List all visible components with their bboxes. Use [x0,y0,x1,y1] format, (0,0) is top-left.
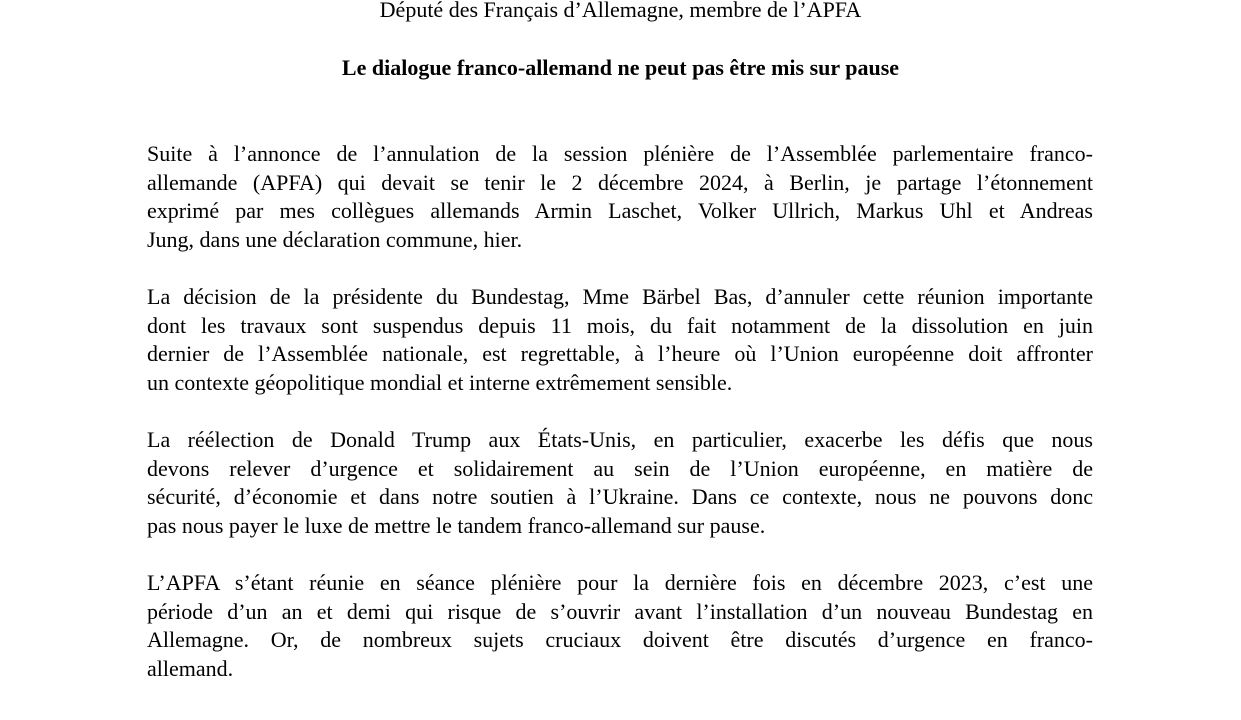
headline: Le dialogue franco-allemand ne peut pas être mis sur pause [341,55,900,80]
paragraph-line: L’APFA s’étant réunie en séance plénière pour la dernière fois en décembre 2023, c’est une [147,570,1093,595]
paragraph-line: dont les travaux sont suspendus depuis 11 mois, du fait notamment de la dissolution en juin [147,312,1093,338]
paragraph-line: Jung, dans une déclaration commune, hier. [147,226,523,252]
paragraph-1 [147,140,1093,254]
paragraph-2 [147,283,1093,397]
paragraph-line: La réélection de Donald Trump aux États-Unis, en particulier, exacerbe les défis que nous [147,427,1093,452]
paragraph-line: devons relever d’urgence et solidairement au sein de l’Union européenne, en matière de [147,455,1093,481]
paragraph-line: dernier de l’Assemblée nationale, est regrettable, à l’heure où l’Union européenne doit affronter [147,341,1093,366]
paragraph-line: allemande (APFA) qui devait se tenir le 2 décembre 2024, à Berlin, je partage l’étonnement [147,169,1093,195]
paragraph-line: un contexte géopolitique mondial et interne extrêmement sensible. [147,369,733,395]
paragraph-line: pas nous payer le luxe de mettre le tandem franco-allemand sur pause. [147,512,766,538]
paragraph-line: sécurité, d’économie et dans notre soutien à l’Ukraine. Dans ce contexte, nous ne pouvons donc [147,484,1093,509]
paragraph-line: allemand. [147,655,234,681]
paragraph-line: période d’un an et demi qui risque de s’ouvrir avant l’installation d’un nouveau Bundestag en [147,598,1093,624]
author-subtitle: Député des Français d’Allemagne, membre de l’APFA [379,0,862,22]
paragraph-3 [147,426,1093,540]
paragraph-line: exprimé par mes collègues allemands Armin Laschet, Volker Ullrich, Markus Uhl et Andreas [147,198,1093,223]
paragraph-4 [147,569,1093,683]
paragraph-line: Allemagne. Or, de nombreux sujets cruciaux doivent être discutés d’urgence en franco- [147,627,1093,652]
paragraph-line: Suite à l’annonce de l’annulation de la session plénière de l’Assemblée parlementaire franco- [147,141,1093,166]
paragraph-line: La décision de la présidente du Bundestag, Mme Bärbel Bas, d’annuler cette réunion importante [147,284,1093,309]
